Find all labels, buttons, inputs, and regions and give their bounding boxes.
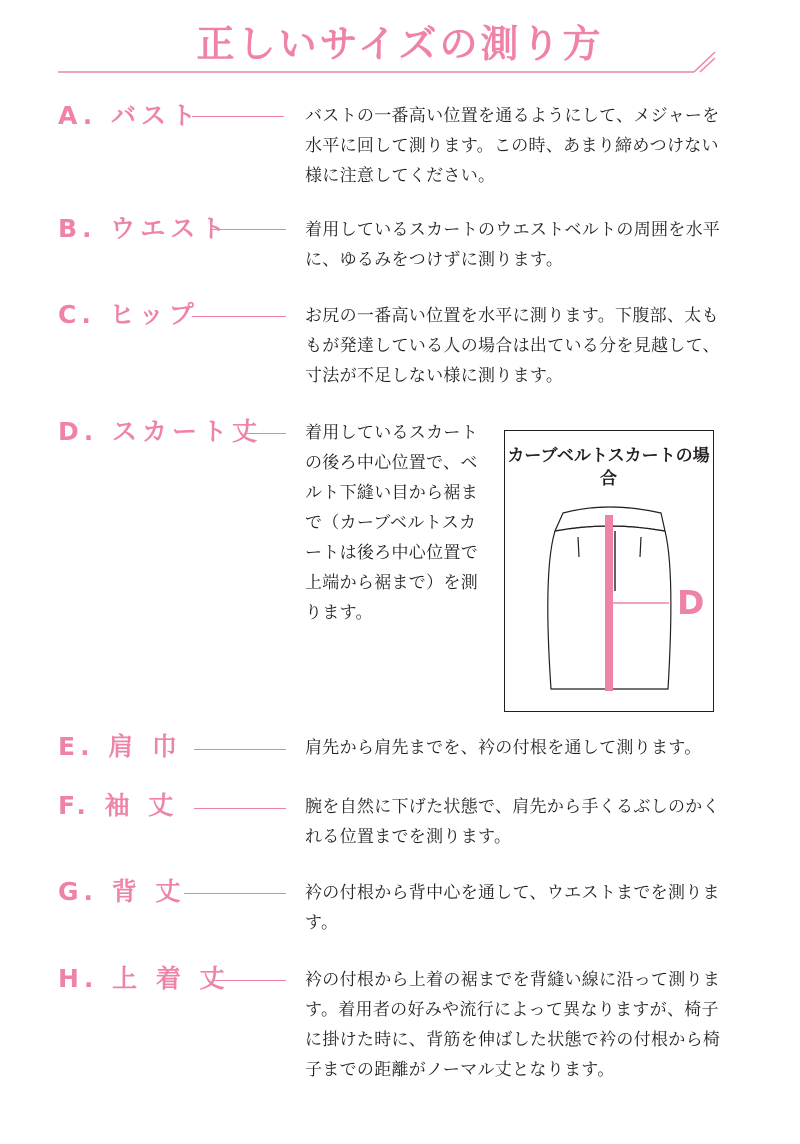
- item-leader-hip: [192, 316, 286, 317]
- item-desc-bust: バストの一番高い位置を通るようにして、メジャーを水平に回して測ります。この時、あまり締めつけない様に注意してください。: [305, 106, 720, 186]
- item-label-back-length: G. 背 丈: [58, 877, 186, 906]
- item-desc-sleeve-length: 腕を自然に下げた状態で、肩先から手くるぶしのかくれる位置までを測ります。: [305, 797, 720, 847]
- item-desc-shoulder-width: 肩先から肩先までを、衿の付根を通して測ります。: [305, 738, 702, 758]
- diagram-title: カーブベルトスカートの場合: [507, 446, 710, 489]
- item-leader-sleeve-length: [194, 808, 286, 809]
- item-label-jacket-length: H. 上 着 丈: [58, 964, 230, 993]
- item-desc-skirt-length: 着用しているスカートの後ろ中心位置で、ベルト下縫い目から裾まで（カーブベルトスカートは後ろ中心位置で上端から裾まで）を測ります。: [305, 423, 478, 623]
- item-label-hip: C. ヒップ: [58, 300, 199, 329]
- item-label-skirt-length: D. スカート丈: [58, 417, 262, 446]
- item-label-bust: A. バスト: [58, 101, 202, 130]
- item-leader-waist: [212, 229, 286, 230]
- diagram-marker-d: D: [677, 583, 705, 622]
- item-leader-back-length: [184, 893, 286, 894]
- item-leader-bust: [192, 116, 284, 117]
- page-title: 正しいサイズの測り方: [196, 22, 604, 66]
- item-desc-jacket-length: 衿の付根から上着の裾までを背縫い線に沿って測ります。着用者の好みや流行によって異なりますが、椅子に掛けた時に、背筋を伸ばした状態で衿の付根から椅子までの距離がノーマル丈となります。: [305, 970, 721, 1080]
- title-underline: [0, 0, 800, 90]
- item-desc-waist: 着用しているスカートのウエストベルトの周囲を水平に、ゆるみをつけずに測ります。: [305, 220, 721, 270]
- item-desc-back-length: 衿の付根から背中心を通して、ウエストまでを測ります。: [305, 883, 720, 933]
- item-label-waist: B. ウエスト: [58, 214, 231, 243]
- item-label-sleeve-length: F. 袖 丈: [58, 791, 179, 820]
- item-leader-skirt-length: [244, 433, 286, 434]
- item-leader-shoulder-width: [194, 749, 286, 750]
- skirt-diagram: [504, 430, 714, 712]
- item-leader-jacket-length: [212, 980, 286, 981]
- item-desc-hip: お尻の一番高い位置を水平に測ります。下腹部、太ももが発達している人の場合は出ている分を見越して、寸法が不足しない様に測ります。: [305, 306, 720, 386]
- skirt-illustration-icon: [505, 431, 712, 710]
- item-label-shoulder-width: E. 肩 巾: [58, 732, 182, 761]
